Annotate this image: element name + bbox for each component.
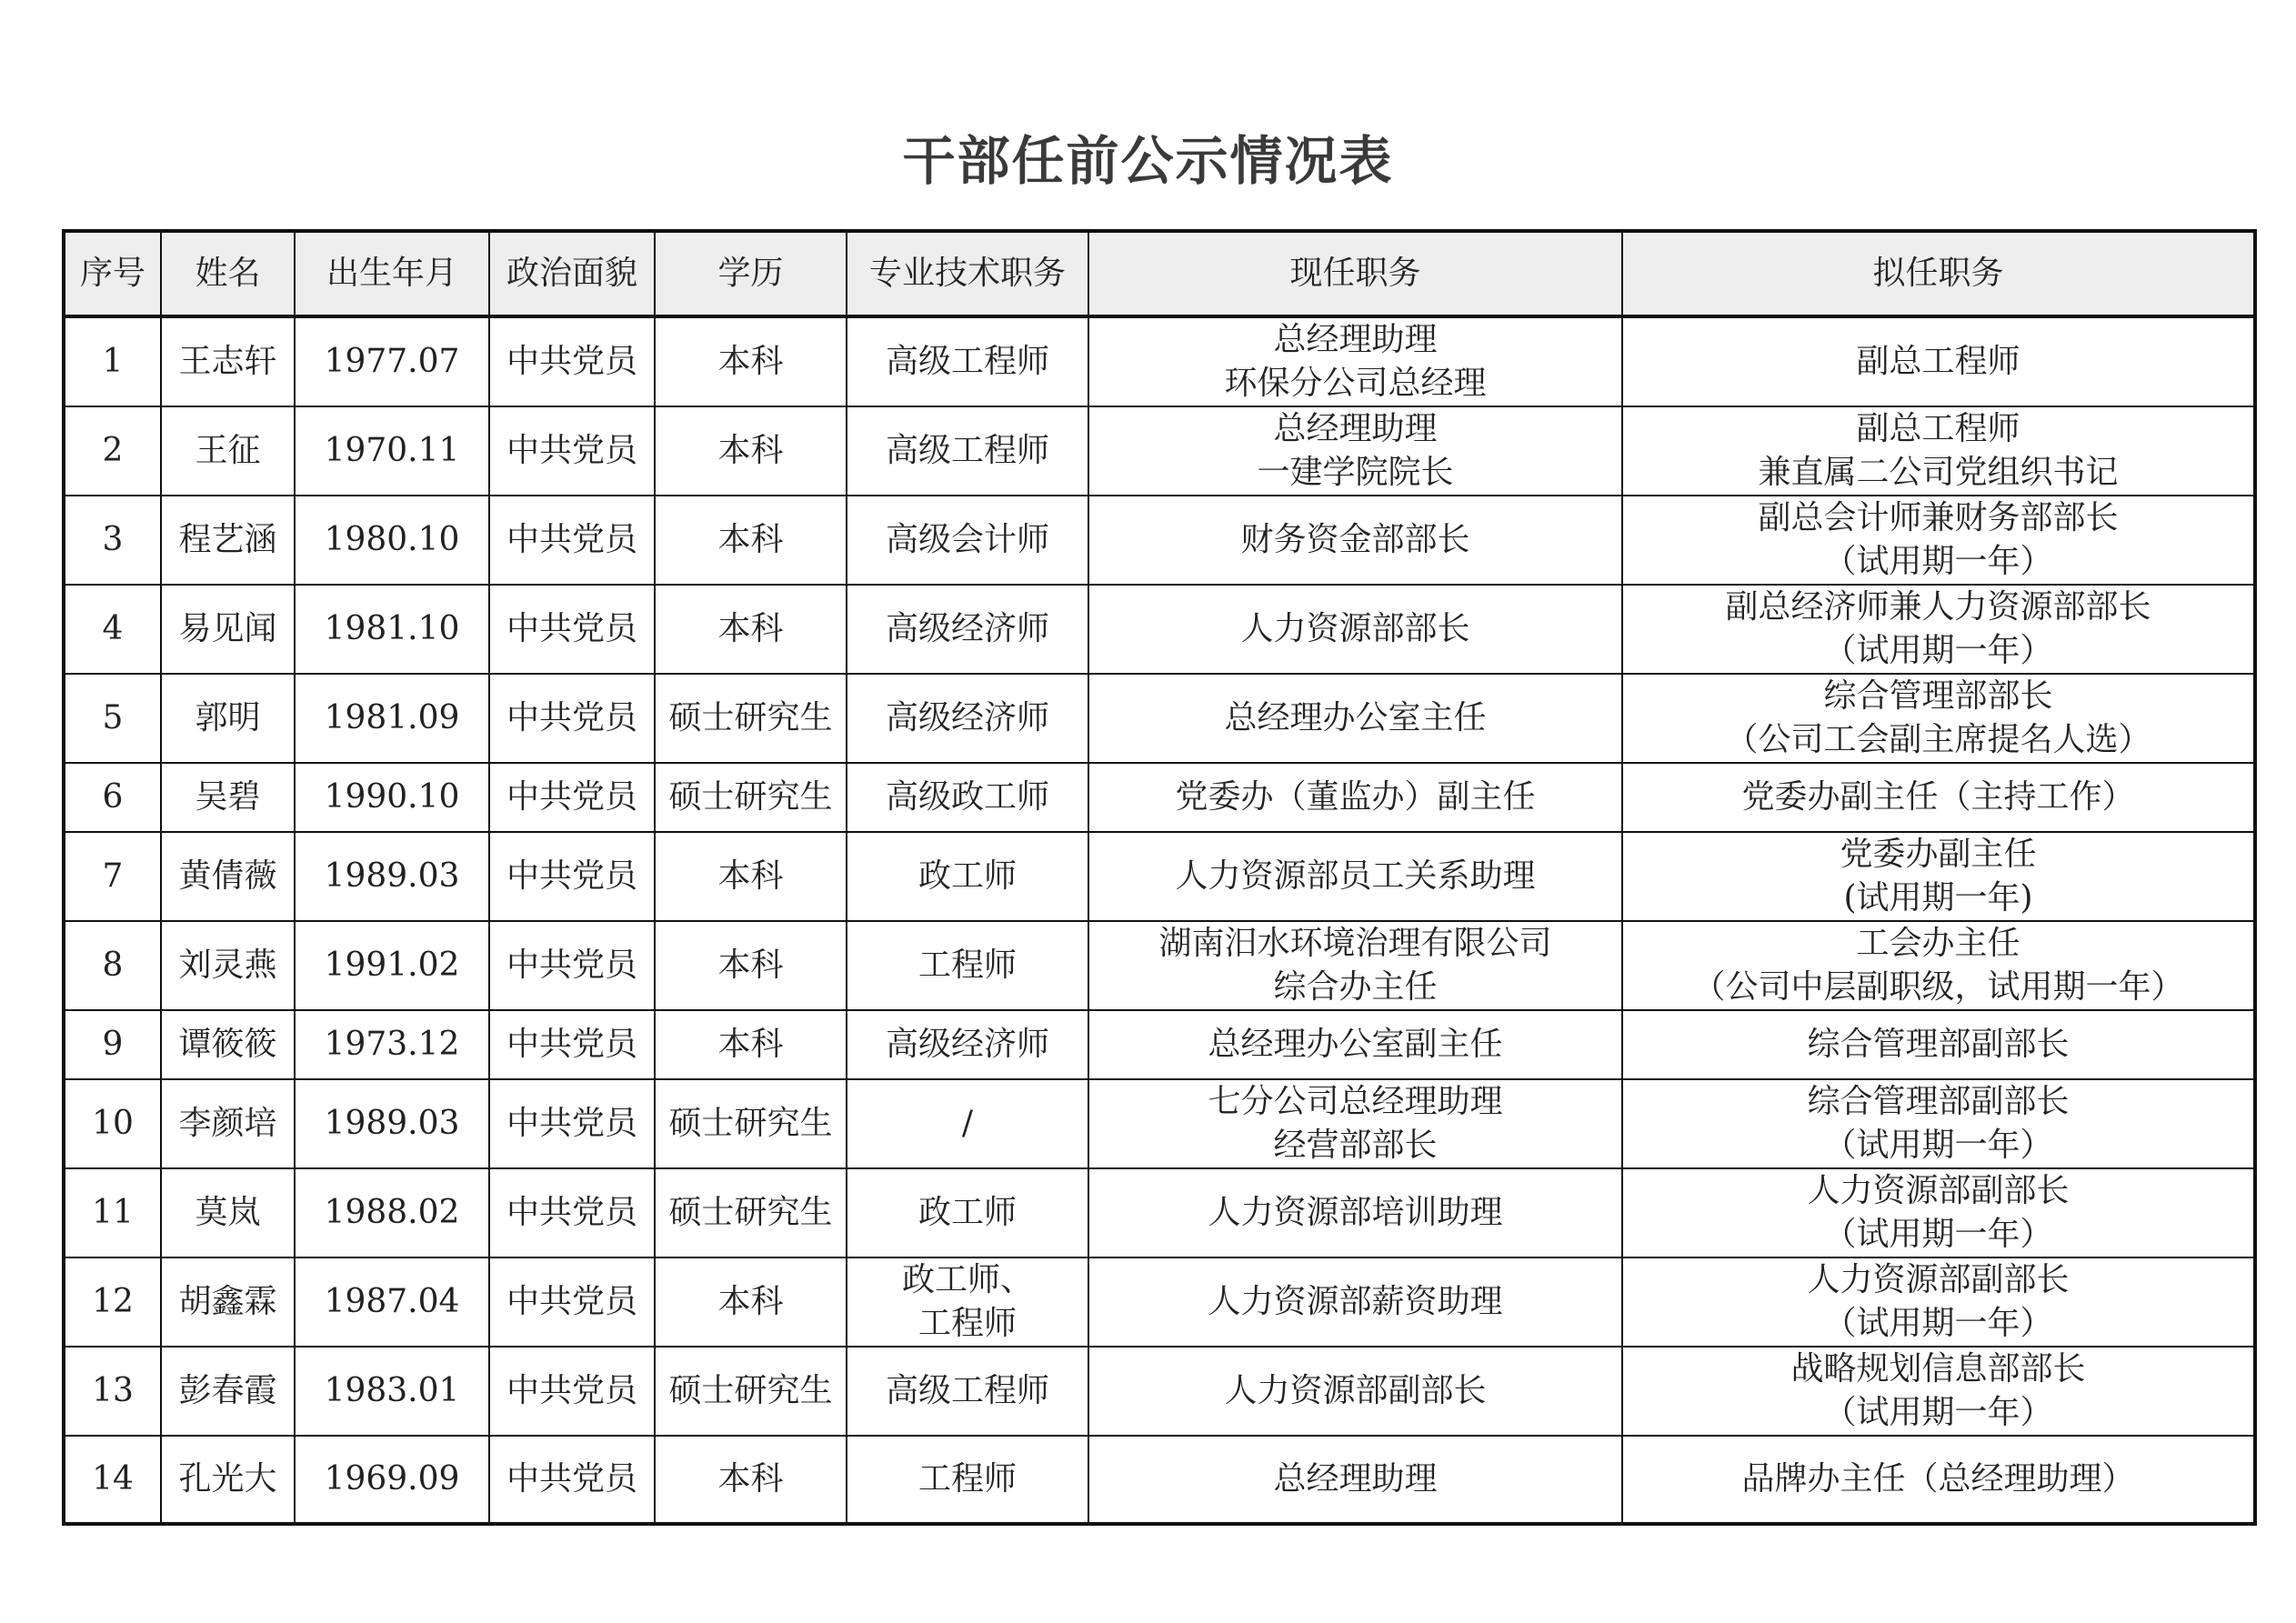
header-no: 序号 xyxy=(64,231,161,316)
cell-tech-title-line: 工程师 xyxy=(917,1460,1017,1498)
cell-proposed-position-line: （公司中层副职级，试用期一年） xyxy=(1692,968,2184,1006)
cell-political: 中共党员 xyxy=(489,1079,655,1168)
header-education: 学历 xyxy=(655,231,847,316)
cell-political: 中共党员 xyxy=(489,496,655,585)
cell-education: 本科 xyxy=(655,316,847,406)
header-political: 政治面貌 xyxy=(489,231,655,316)
cell-current-position-line: 总经理办公室主任 xyxy=(1224,699,1487,736)
cell-current-position-line: 湖南汨水环境治理有限公司 xyxy=(1158,925,1552,962)
cell-birth: 1988.02 xyxy=(295,1168,489,1257)
cell-name: 胡鑫霖 xyxy=(161,1257,295,1347)
header-row xyxy=(64,231,2255,316)
cell-education: 本科 xyxy=(655,496,847,585)
cell-tech-title xyxy=(847,1347,1088,1436)
table-body xyxy=(64,316,2255,1524)
cell-birth: 1991.02 xyxy=(295,921,489,1010)
cell-current-position-line: 综合办主任 xyxy=(1273,968,1438,1006)
cell-tech-title xyxy=(847,832,1088,921)
cell-proposed-position xyxy=(1622,763,2255,832)
cell-current-position xyxy=(1088,674,1622,763)
table-row xyxy=(64,1010,2255,1079)
cell-current-position-line: 人力资源部副部长 xyxy=(1224,1372,1487,1409)
cell-name: 易见闻 xyxy=(161,585,295,674)
table-row xyxy=(64,406,2255,496)
cell-name: 郭明 xyxy=(161,674,295,763)
header-name: 姓名 xyxy=(161,231,295,316)
appointment-table-container xyxy=(62,229,2253,1526)
cell-current-position xyxy=(1088,406,1622,496)
cell-political: 中共党员 xyxy=(489,585,655,674)
table-row xyxy=(64,1168,2255,1257)
cell-proposed-position-line: 副总工程师 xyxy=(1856,343,2020,380)
cell-proposed-position xyxy=(1622,585,2255,674)
cell-proposed-position-line: （试用期一年） xyxy=(1823,1127,2053,1164)
cell-no: 6 xyxy=(64,763,161,832)
cell-tech-title-line: 高级经济师 xyxy=(885,699,1049,736)
cell-proposed-position-line: 党委办副主任（主持工作） xyxy=(1741,778,2135,816)
cell-education: 硕士研究生 xyxy=(655,1168,847,1257)
cell-current-position-line: 人力资源部培训助理 xyxy=(1208,1194,1503,1231)
cell-proposed-position-line: 副总会计师兼财务部部长 xyxy=(1758,499,2119,536)
cell-proposed-position xyxy=(1622,406,2255,496)
cell-birth: 1969.09 xyxy=(295,1436,489,1524)
cell-no: 1 xyxy=(64,316,161,406)
cell-current-position xyxy=(1088,1436,1622,1524)
cell-current-position-line: 环保分公司总经理 xyxy=(1224,365,1487,402)
cell-education: 本科 xyxy=(655,406,847,496)
cell-birth: 1980.10 xyxy=(295,496,489,585)
cell-proposed-position-line: 人力资源部副部长 xyxy=(1807,1172,2070,1209)
cell-current-position-line: 经营部部长 xyxy=(1273,1127,1438,1164)
cell-proposed-position xyxy=(1622,1010,2255,1079)
cell-tech-title xyxy=(847,1257,1088,1347)
cell-tech-title-line: 工程师 xyxy=(917,1305,1017,1342)
table-row xyxy=(64,1436,2255,1524)
cell-current-position xyxy=(1088,316,1622,406)
cell-tech-title-line: 高级经济师 xyxy=(885,1026,1049,1063)
cell-current-position-line: 总经理办公室副主任 xyxy=(1208,1026,1503,1063)
cell-current-position-line: 七分公司总经理助理 xyxy=(1208,1083,1503,1120)
cell-proposed-position xyxy=(1622,832,2255,921)
cell-current-position-line: 总经理助理 xyxy=(1273,1460,1438,1498)
cell-proposed-position xyxy=(1622,1168,2255,1257)
page-title: 干部任前公示情况表 xyxy=(902,130,1394,192)
header-proposed-position: 拟任职务 xyxy=(1622,231,2255,316)
cell-proposed-position-line: 人力资源部副部长 xyxy=(1807,1261,2070,1298)
cell-tech-title xyxy=(847,763,1088,832)
appointment-table xyxy=(62,229,2257,1526)
cell-tech-title xyxy=(847,1010,1088,1079)
cell-birth: 1989.03 xyxy=(295,832,489,921)
cell-proposed-position-line: (试用期一年) xyxy=(1843,879,2033,917)
cell-political: 中共党员 xyxy=(489,832,655,921)
cell-no: 2 xyxy=(64,406,161,496)
cell-tech-title xyxy=(847,496,1088,585)
cell-proposed-position-line: 品牌办主任（总经理助理） xyxy=(1741,1460,2135,1498)
cell-tech-title-line: 政工师 xyxy=(917,857,1017,895)
cell-proposed-position-line: （试用期一年） xyxy=(1823,1216,2053,1253)
table-row xyxy=(64,1257,2255,1347)
table-row xyxy=(64,316,2255,406)
cell-name: 彭春霞 xyxy=(161,1347,295,1436)
cell-current-position xyxy=(1088,1347,1622,1436)
cell-proposed-position xyxy=(1622,1257,2255,1347)
cell-birth: 1990.10 xyxy=(295,763,489,832)
cell-proposed-position-line: 综合管理部副部长 xyxy=(1807,1083,2070,1120)
cell-proposed-position xyxy=(1622,1436,2255,1524)
cell-education: 本科 xyxy=(655,1010,847,1079)
cell-birth: 1981.09 xyxy=(295,674,489,763)
cell-tech-title-line: 政工师、 xyxy=(901,1261,1033,1298)
table-row xyxy=(64,496,2255,585)
cell-tech-title-line: 高级工程师 xyxy=(885,432,1049,469)
cell-current-position xyxy=(1088,1168,1622,1257)
cell-tech-title-line: 高级政工师 xyxy=(885,778,1049,816)
cell-proposed-position-line: （试用期一年） xyxy=(1823,543,2053,580)
cell-no: 14 xyxy=(64,1436,161,1524)
cell-name: 程艺涵 xyxy=(161,496,295,585)
cell-proposed-position-line: 战略规划信息部部长 xyxy=(1790,1350,2086,1388)
table-row xyxy=(64,763,2255,832)
cell-proposed-position-line: （公司工会副主席提名人选） xyxy=(1725,721,2151,758)
cell-proposed-position-line: （试用期一年） xyxy=(1823,632,2053,669)
cell-birth: 1973.12 xyxy=(295,1010,489,1079)
cell-tech-title xyxy=(847,1168,1088,1257)
header-current-position: 现任职务 xyxy=(1088,231,1622,316)
cell-name: 吴碧 xyxy=(161,763,295,832)
cell-no: 12 xyxy=(64,1257,161,1347)
cell-education: 硕士研究生 xyxy=(655,1079,847,1168)
cell-current-position-line: 党委办（董监办）副主任 xyxy=(1175,778,1536,816)
table-row xyxy=(64,832,2255,921)
cell-political: 中共党员 xyxy=(489,406,655,496)
cell-political: 中共党员 xyxy=(489,1168,655,1257)
cell-proposed-position-line: 副总经济师兼人力资源部部长 xyxy=(1725,588,2151,626)
cell-current-position-line: 总经理助理 xyxy=(1273,321,1438,358)
cell-tech-title xyxy=(847,1079,1088,1168)
cell-proposed-position-line: （试用期一年） xyxy=(1823,1305,2053,1342)
cell-tech-title-line: / xyxy=(961,1105,974,1142)
cell-no: 8 xyxy=(64,921,161,1010)
cell-education: 本科 xyxy=(655,585,847,674)
cell-political: 中共党员 xyxy=(489,1347,655,1436)
cell-tech-title xyxy=(847,406,1088,496)
cell-political: 中共党员 xyxy=(489,1436,655,1524)
cell-proposed-position xyxy=(1622,496,2255,585)
cell-tech-title-line: 高级经济师 xyxy=(885,610,1049,647)
cell-tech-title-line: 高级工程师 xyxy=(885,1372,1049,1409)
cell-proposed-position xyxy=(1622,1347,2255,1436)
cell-name: 王志轩 xyxy=(161,316,295,406)
cell-current-position xyxy=(1088,1010,1622,1079)
cell-current-position xyxy=(1088,1079,1622,1168)
cell-education: 硕士研究生 xyxy=(655,763,847,832)
table-row xyxy=(64,585,2255,674)
cell-proposed-position-line: 兼直属二公司党组织书记 xyxy=(1758,454,2119,491)
header-tech-title: 专业技术职务 xyxy=(847,231,1088,316)
cell-tech-title-line: 高级会计师 xyxy=(885,521,1049,558)
cell-proposed-position-line: 工会办主任 xyxy=(1856,925,2020,962)
cell-current-position-line: 人力资源部员工关系助理 xyxy=(1175,857,1536,895)
cell-political: 中共党员 xyxy=(489,674,655,763)
table-row xyxy=(64,1347,2255,1436)
cell-current-position xyxy=(1088,496,1622,585)
cell-political: 中共党员 xyxy=(489,316,655,406)
cell-education: 本科 xyxy=(655,921,847,1010)
cell-name: 李颜培 xyxy=(161,1079,295,1168)
cell-proposed-position-line: 党委办副主任 xyxy=(1840,836,2037,873)
cell-current-position-line: 财务资金部部长 xyxy=(1240,521,1470,558)
cell-political: 中共党员 xyxy=(489,763,655,832)
cell-name: 谭筱筱 xyxy=(161,1010,295,1079)
cell-name: 莫岚 xyxy=(161,1168,295,1257)
cell-current-position-line: 总经理助理 xyxy=(1273,410,1438,447)
cell-birth: 1987.04 xyxy=(295,1257,489,1347)
cell-tech-title xyxy=(847,674,1088,763)
cell-current-position-line: 一建学院院长 xyxy=(1257,454,1454,491)
cell-no: 13 xyxy=(64,1347,161,1436)
cell-proposed-position-line: 综合管理部部长 xyxy=(1823,677,2053,715)
cell-name: 黄倩薇 xyxy=(161,832,295,921)
cell-proposed-position xyxy=(1622,1079,2255,1168)
cell-birth: 1970.11 xyxy=(295,406,489,496)
cell-tech-title-line: 高级工程师 xyxy=(885,343,1049,380)
cell-proposed-position-line: （试用期一年） xyxy=(1823,1394,2053,1431)
cell-birth: 1981.10 xyxy=(295,585,489,674)
cell-no: 9 xyxy=(64,1010,161,1079)
cell-name: 王征 xyxy=(161,406,295,496)
cell-current-position-line: 人力资源部薪资助理 xyxy=(1208,1283,1503,1320)
cell-current-position xyxy=(1088,921,1622,1010)
cell-birth: 1989.03 xyxy=(295,1079,489,1168)
table-row xyxy=(64,674,2255,763)
cell-education: 本科 xyxy=(655,1257,847,1347)
cell-birth: 1983.01 xyxy=(295,1347,489,1436)
cell-current-position xyxy=(1088,1257,1622,1347)
cell-no: 5 xyxy=(64,674,161,763)
cell-proposed-position-line: 综合管理部副部长 xyxy=(1807,1026,2070,1063)
cell-political: 中共党员 xyxy=(489,1257,655,1347)
cell-birth: 1977.07 xyxy=(295,316,489,406)
cell-current-position xyxy=(1088,763,1622,832)
cell-political: 中共党员 xyxy=(489,921,655,1010)
cell-no: 7 xyxy=(64,832,161,921)
cell-no: 10 xyxy=(64,1079,161,1168)
cell-current-position xyxy=(1088,832,1622,921)
cell-education: 硕士研究生 xyxy=(655,1347,847,1436)
cell-tech-title xyxy=(847,1436,1088,1524)
cell-no: 11 xyxy=(64,1168,161,1257)
cell-name: 刘灵燕 xyxy=(161,921,295,1010)
cell-education: 本科 xyxy=(655,832,847,921)
cell-proposed-position-line: 副总工程师 xyxy=(1856,410,2020,447)
cell-tech-title xyxy=(847,585,1088,674)
cell-proposed-position xyxy=(1622,674,2255,763)
table-row xyxy=(64,921,2255,1010)
cell-tech-title-line: 工程师 xyxy=(917,947,1017,984)
cell-no: 4 xyxy=(64,585,161,674)
cell-education: 硕士研究生 xyxy=(655,674,847,763)
cell-proposed-position xyxy=(1622,921,2255,1010)
cell-proposed-position xyxy=(1622,316,2255,406)
cell-tech-title-line: 政工师 xyxy=(917,1194,1017,1231)
cell-current-position-line: 人力资源部部长 xyxy=(1240,610,1470,647)
cell-political: 中共党员 xyxy=(489,1010,655,1079)
table-row xyxy=(64,1079,2255,1168)
cell-tech-title xyxy=(847,316,1088,406)
header-birth: 出生年月 xyxy=(295,231,489,316)
cell-tech-title xyxy=(847,921,1088,1010)
cell-name: 孔光大 xyxy=(161,1436,295,1524)
cell-no: 3 xyxy=(64,496,161,585)
cell-current-position xyxy=(1088,585,1622,674)
cell-education: 本科 xyxy=(655,1436,847,1524)
